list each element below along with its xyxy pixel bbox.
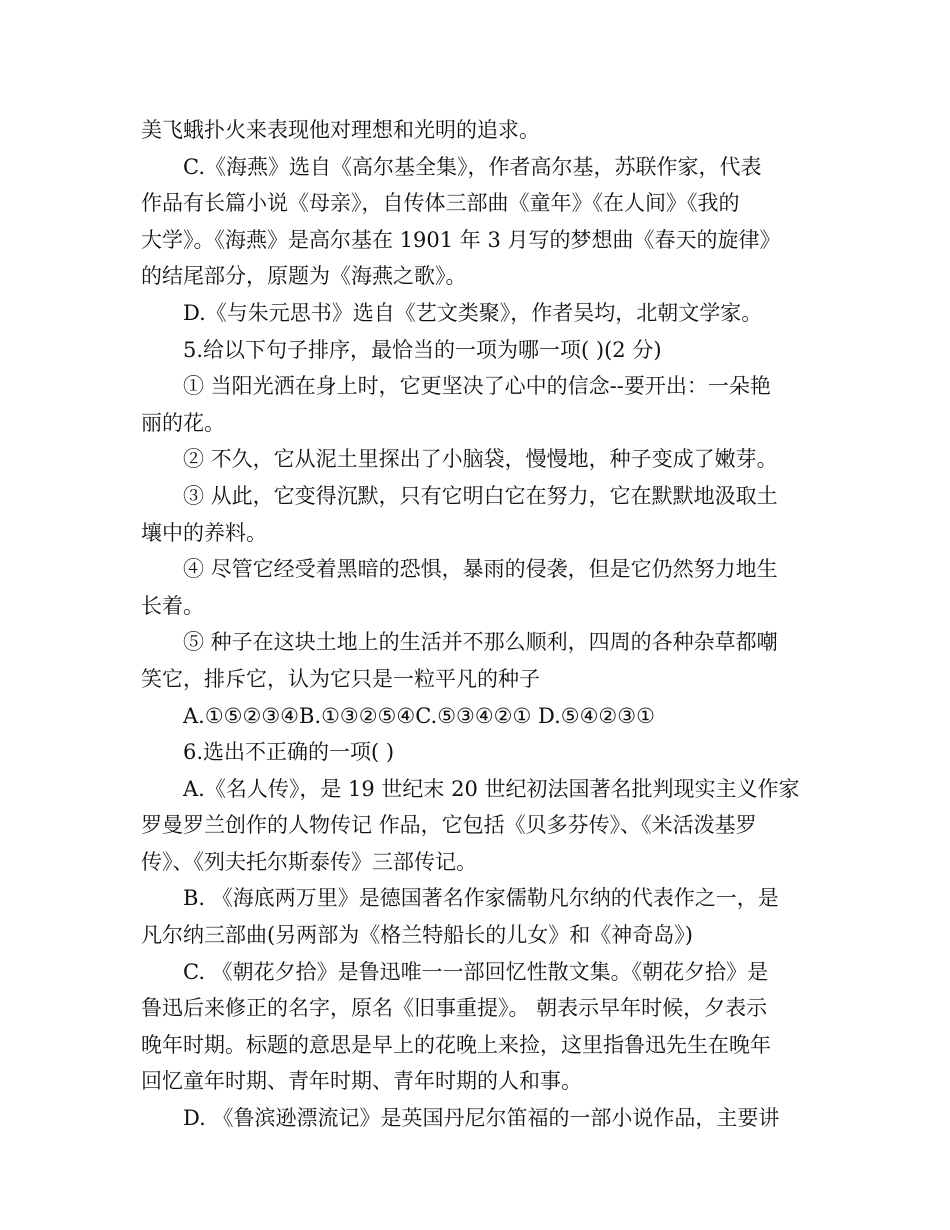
text-line: D.《与朱元思书》选自《艺文类聚》，作者吴均，北朝文学家。 [183, 300, 763, 325]
text-line: 鲁迅后来修正的名字，原名《旧事重提》。 朝表示早年时候，夕表示 [141, 996, 768, 1021]
text-line: A.①⑤②③④B.①③②⑤④C.⑤③④②① D.⑤④②③① [183, 703, 655, 728]
text-line: ② 不久，它从泥土里探出了小脑袋，慢慢地，种子变成了嫩芽。 [183, 447, 778, 472]
text-line: 长着。 [141, 593, 204, 618]
text-line: 笑它，排斥它，认为它只是一粒平凡的种子 [141, 666, 540, 691]
text-line: D. 《鲁滨逊漂流记》是英国丹尼尔笛福的一部小说作品，主要讲 [183, 1106, 780, 1131]
text-line: 丽的花。 [141, 410, 225, 435]
text-line: ④ 尽管它经受着黑暗的恐惧，暴雨的侵袭，但是它仍然努力地生 [183, 557, 778, 582]
text-line: 回忆童年时期、青年时期、青年时期的人和事。 [141, 1069, 582, 1094]
text-line: 凡尔纳三部曲(另两部为《格兰特船长的儿女》和《神奇岛》) [141, 923, 693, 948]
text-line: 壤中的养料。 [141, 520, 267, 545]
text-line: A.《名人传》，是 19 世纪末 20 世纪初法国著名批判现实主义作家 [183, 776, 800, 801]
text-line: 罗曼罗兰创作的人物传记 作品，它包括《贝多芬传》、《米活泼基罗 [141, 813, 757, 838]
text-line: 大学》。《海燕》是高尔基在 1901 年 3 月写的梦想曲《春天的旋律》 [141, 227, 781, 252]
text-line: ① 当阳光洒在身上时，它更坚决了心中的信念--要开出：一朵艳 [183, 374, 771, 399]
text-line: ⑤ 种子在这块土地上的生活并不那么顺利，四周的各种杂草都嘲 [183, 630, 778, 655]
text-line: 传》、《列夫托尔斯泰传》三部传记。 [141, 849, 477, 874]
text-line: 5.给以下句子排序，最恰当的一项为哪一项( )(2 分) [183, 337, 662, 362]
text-line: 作品有长篇小说《母亲》，自传体三部曲《童年》《在人间》《我的 [141, 191, 740, 216]
text-line: C. 《朝花夕拾》是鲁迅唯一一部回忆性散文集。《朝花夕拾》是 [183, 959, 769, 984]
text-line: 晚年时期。标题的意思是早上的花晚上来捡，这里指鲁迅先生在晚年 [141, 1032, 771, 1057]
text-line: C.《海燕》选自《高尔基全集》，作者高尔基，苏联作家，代表 [183, 154, 762, 179]
text-line: ③ 从此，它变得沉默，只有它明白它在努力，它在默默地汲取土 [183, 483, 778, 508]
text-line: 6.选出不正确的一项( ) [183, 740, 395, 765]
document-body [141, 112, 811, 1137]
text-line: 美飞蛾扑火来表现他对理想和光明的追求。 [141, 118, 540, 142]
text-line: 的结尾部分，原题为《海燕之歌》。 [141, 264, 467, 289]
text-line: B. 《海底两万里》是德国著名作家儒勒凡尔纳的代表作之一，是 [183, 886, 779, 911]
